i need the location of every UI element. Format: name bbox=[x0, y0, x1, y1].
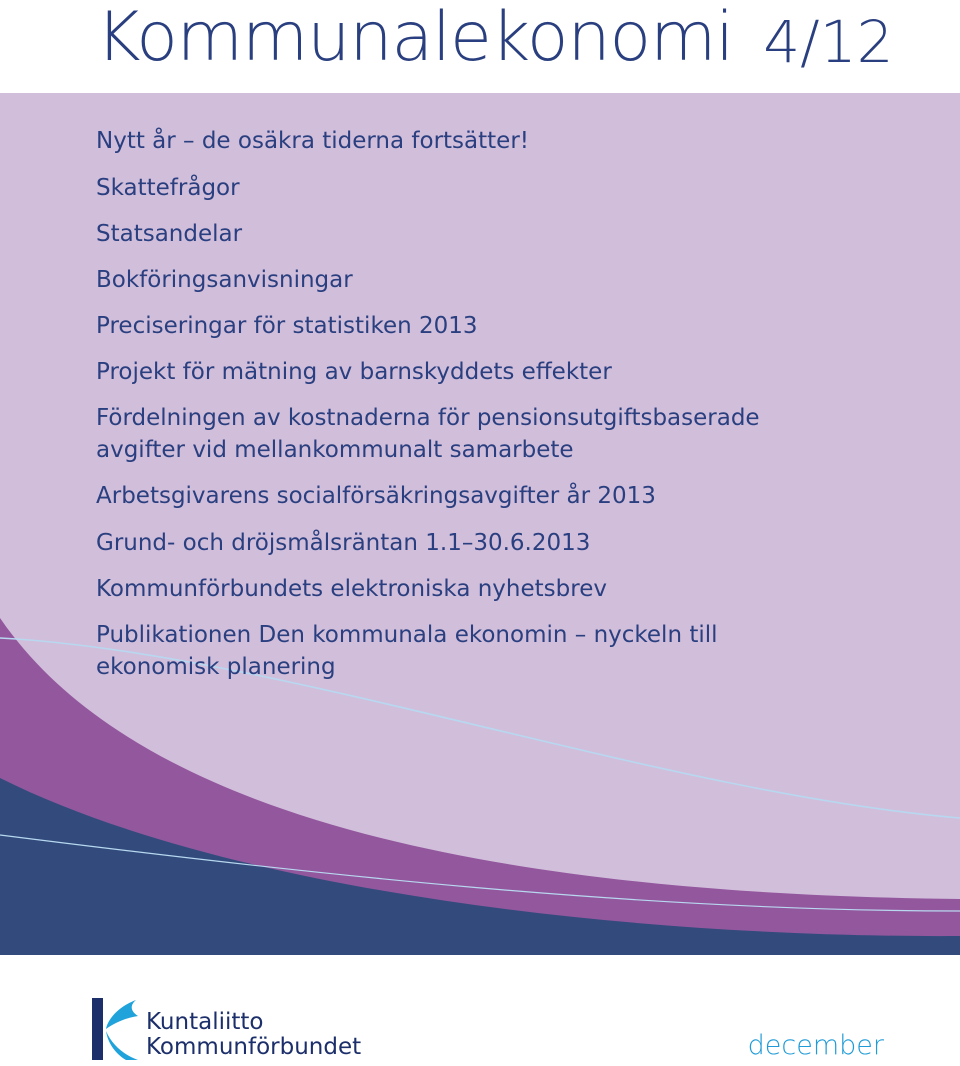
logo-k-icon bbox=[92, 998, 142, 1062]
toc-item: Skattefrågor bbox=[96, 175, 240, 201]
toc-item: Arbetsgivarens socialförsäkringsavgifter år 2013 bbox=[96, 483, 656, 509]
toc-item: Grund- och dröjsmålsräntan 1.1–30.6.2013 bbox=[96, 530, 591, 556]
logo-name-swedish: Kommunförbundet bbox=[146, 1034, 362, 1060]
toc-item: Kommunförbundets elektroniska nyhetsbrev bbox=[96, 576, 607, 602]
toc-item: Preciseringar för statistiken 2013 bbox=[96, 313, 478, 339]
issue-number: 4/12 bbox=[763, 8, 894, 76]
toc-item: Fördelningen av kostnaderna för pensionsutgiftsbaserade avgifter vid mellankommunalt samarbete bbox=[96, 405, 760, 463]
toc-item: Projekt för mätning av barnskyddets effekter bbox=[96, 359, 612, 385]
kommunforbundet-logo bbox=[92, 998, 392, 1062]
masthead bbox=[96, 0, 936, 88]
toc-item: Statsandelar bbox=[96, 221, 243, 247]
publication-title: Kommunalekonomi bbox=[96, 0, 734, 77]
logo-wordmark bbox=[146, 1010, 361, 1060]
toc-item: Publikationen Den kommunala ekonomin – nyckeln till ekonomisk planering bbox=[96, 622, 718, 680]
logo-name-finnish: Kuntaliitto bbox=[146, 1009, 264, 1035]
issue-month: december bbox=[747, 1030, 884, 1061]
toc-item: Bokföringsanvisningar bbox=[96, 267, 353, 293]
toc-item: Nytt år – de osäkra tiderna fortsätter! bbox=[96, 128, 530, 154]
